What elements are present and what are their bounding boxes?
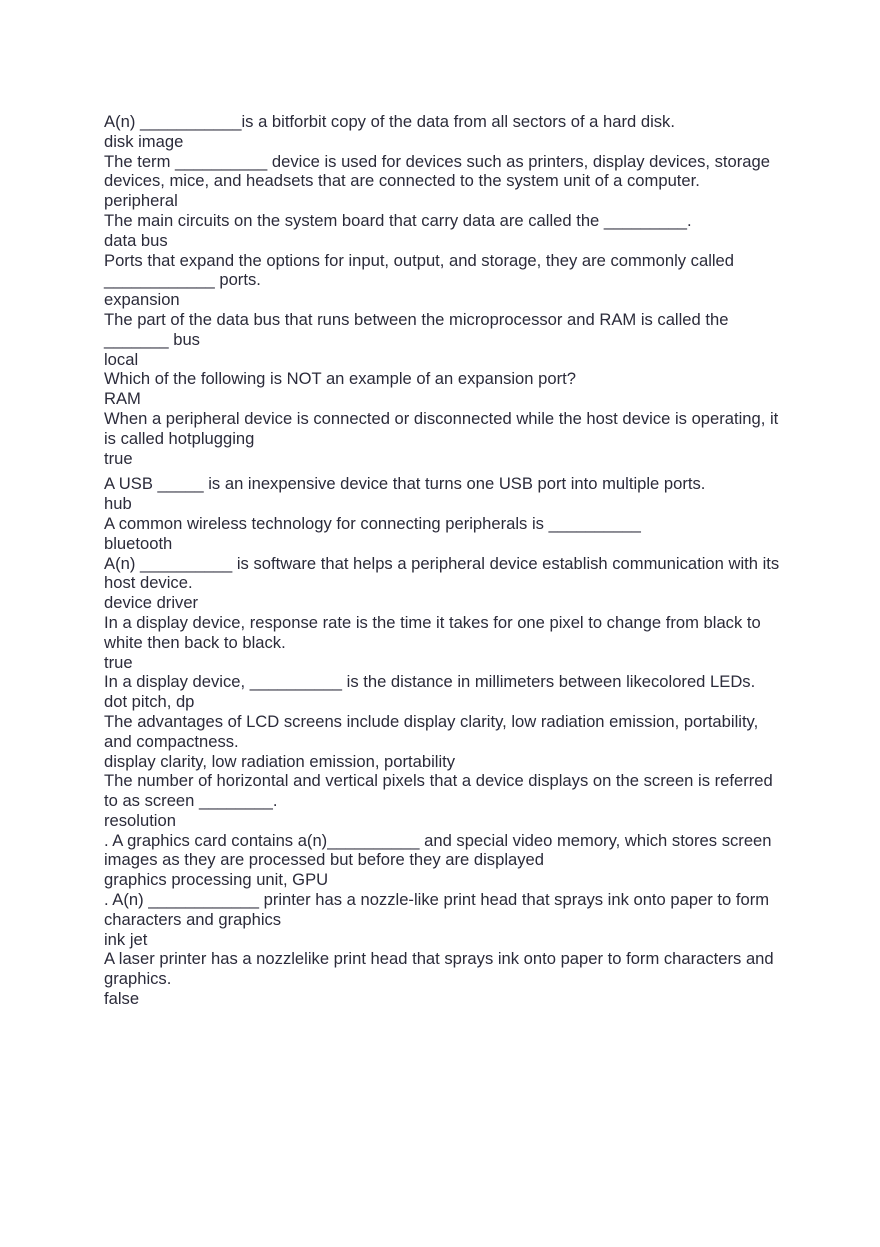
question-text: A laser printer has a nozzlelike print head that sprays ink onto paper to form characters and graphics.: [104, 949, 774, 989]
question-text: The term __________ device is used for devices such as printers, display devices, storage devices, mice, and headsets that are connected to the system unit of a computer.: [104, 151, 770, 191]
question-text: A(n) __________ is software that helps a peripheral device establish communication with its host device.: [104, 553, 780, 593]
question-text: Which of the following is NOT an example of an expansion port?: [104, 369, 576, 389]
question-text: Ports that expand the options for input, output, and storage, they are commonly called ____________ ports.: [104, 250, 735, 290]
answer-text: expansion: [104, 290, 180, 310]
question-text: A(n) ___________is a bitforbit copy of the data from all sectors of a hard disk.: [104, 112, 675, 131]
question-text: When a peripheral device is connected or disconnected while the host device is operating, it is called hotplugging: [104, 408, 779, 448]
question-text: The advantages of LCD screens include display clarity, low radiation emission, portability, and compactness.: [104, 711, 759, 751]
question-text: . A graphics card contains a(n)__________ and special video memory, which stores screen images as they are processed but before they are displayed: [104, 830, 772, 870]
answer-text: peripheral: [104, 191, 178, 211]
answer-text: resolution: [104, 810, 176, 830]
answer-text: false: [104, 989, 140, 1009]
answer-text: RAM: [104, 389, 141, 409]
question-text: In a display device, response rate is the time it takes for one pixel to change from black to white then back to black.: [104, 612, 761, 652]
answer-text: dot pitch, dp: [104, 692, 195, 712]
answer-text: ink jet: [104, 929, 148, 949]
answer-text: display clarity, low radiation emission, portability: [104, 751, 456, 771]
question-text: . A(n) ____________ printer has a nozzle-like print head that sprays ink onto paper to form characters and graphics: [104, 890, 770, 929]
question-text: A common wireless technology for connecting peripherals is __________: [104, 513, 641, 533]
answer-text: disk image: [104, 131, 184, 151]
answer-text: bluetooth: [104, 533, 173, 553]
flashcard-document: [104, 112, 784, 1009]
question-text: The number of horizontal and vertical pixels that a device displays on the screen is referred to as screen ________.: [104, 771, 773, 811]
answer-text: local: [104, 349, 139, 369]
question-text: In a display device, __________ is the distance in millimeters between likecolored LEDs.: [104, 672, 756, 692]
question-text: A USB _____ is an inexpensive device that turns one USB port into multiple ports.: [104, 474, 706, 494]
answer-text: data bus: [104, 230, 168, 250]
answer-text: graphics processing unit, GPU: [104, 870, 329, 890]
answer-text: hub: [104, 494, 132, 514]
answer-text: device driver: [104, 593, 199, 613]
question-text: The part of the data bus that runs between the microprocessor and RAM is called the _______ bus: [104, 309, 729, 349]
question-text: The main circuits on the system board that carry data are called the _________.: [104, 210, 692, 230]
answer-text: true: [104, 652, 133, 672]
answer-text: true: [104, 448, 133, 468]
